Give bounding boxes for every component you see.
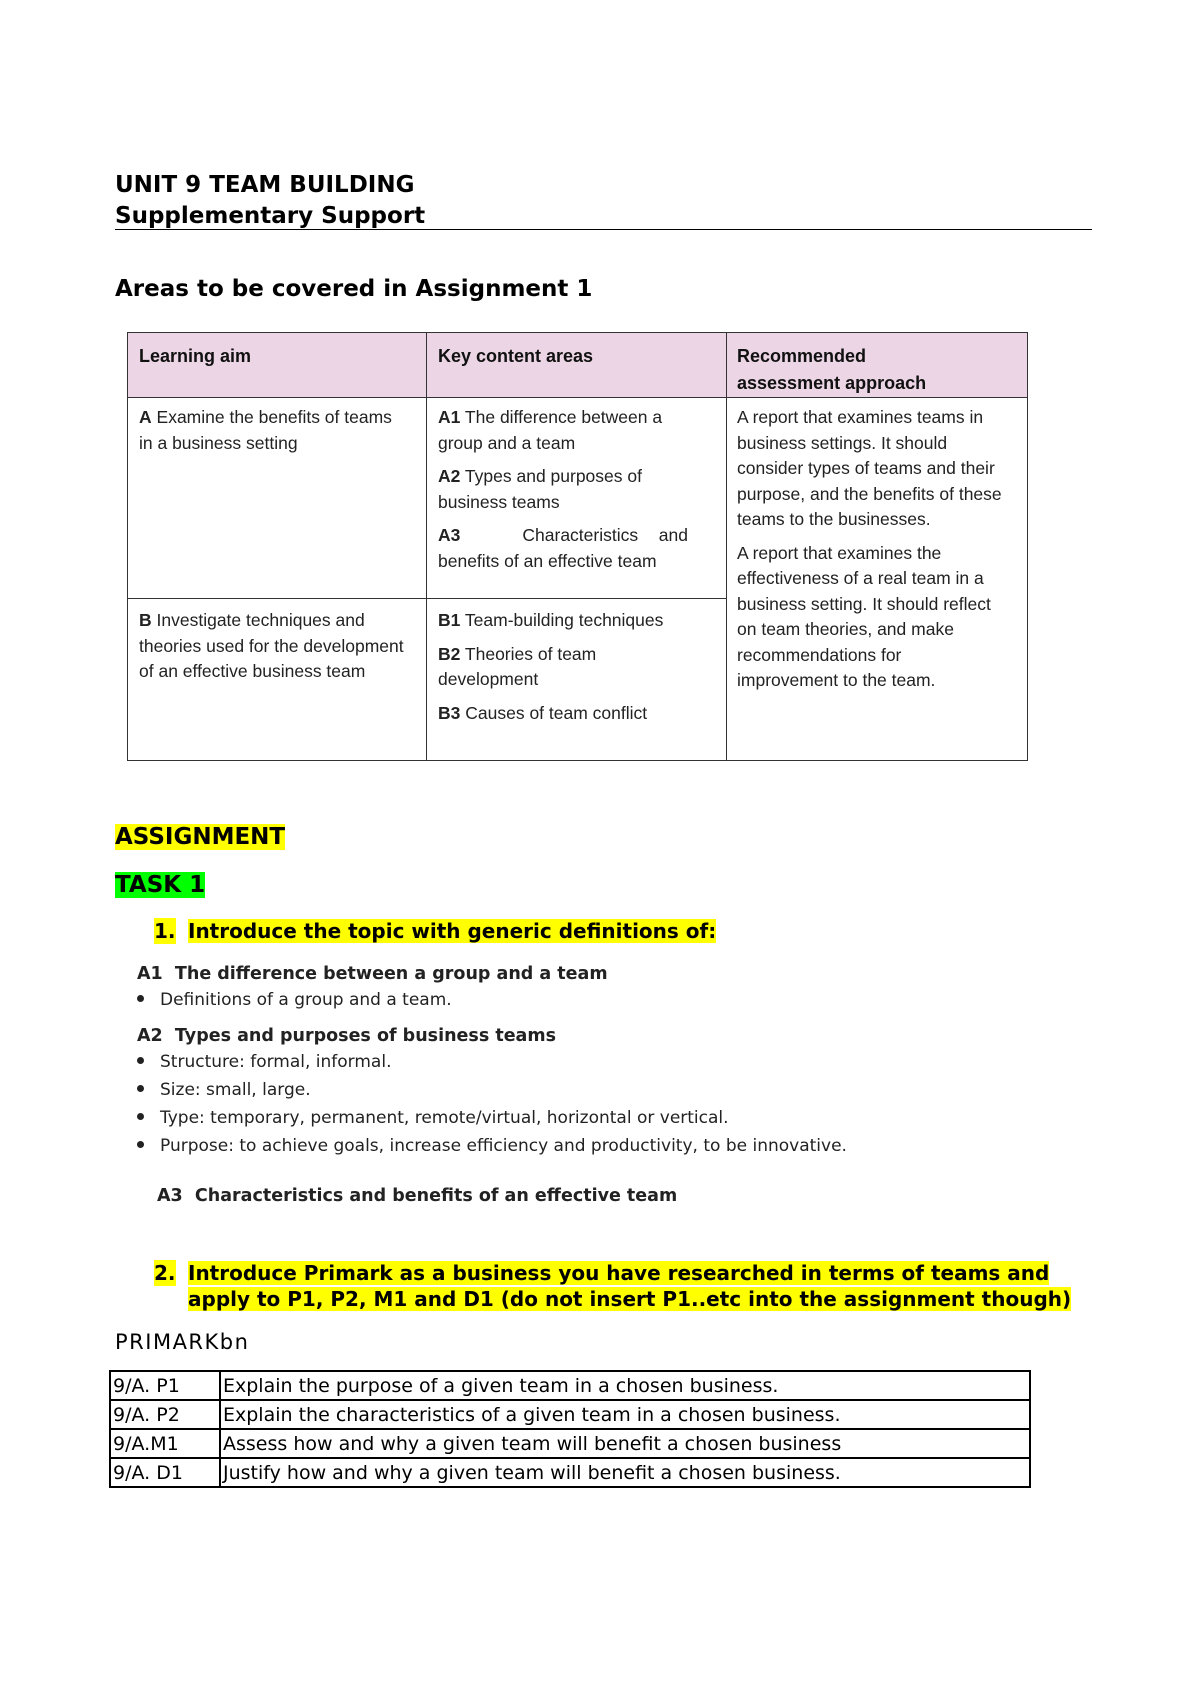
content-a2-heading bbox=[137, 1026, 847, 1046]
content-a3-code: A3 bbox=[438, 525, 461, 545]
table-row bbox=[110, 1429, 1030, 1458]
learning-aims-table bbox=[127, 332, 1028, 761]
criteria-description: Justify how and why a given team will benefit a chosen business. bbox=[220, 1458, 1030, 1487]
content-a1 bbox=[438, 405, 688, 456]
a3-code: A3 bbox=[157, 1186, 183, 1206]
header-assessment-approach: Recommended assessment approach bbox=[737, 346, 927, 393]
numbered-item-1 bbox=[154, 918, 716, 944]
table-row bbox=[110, 1458, 1030, 1487]
title-divider bbox=[115, 229, 1092, 230]
bullet-text: Purpose: to achieve goals, increase efficiency and productivity, to be innovative. bbox=[160, 1136, 847, 1156]
aim-b-cell bbox=[139, 608, 409, 704]
content-a2-text: Types and purposes of business teams bbox=[438, 466, 642, 512]
criteria-description: Assess how and why a given team will benefit a chosen business bbox=[220, 1429, 1030, 1458]
content-a1-heading bbox=[137, 964, 847, 984]
aim-b-code: B bbox=[139, 610, 152, 630]
content-a3 bbox=[438, 523, 688, 574]
a2-code: A2 bbox=[137, 1026, 163, 1046]
a3-title: Characteristics and benefits of an effective team bbox=[194, 1186, 678, 1206]
bullet-text: Size: small, large. bbox=[160, 1080, 311, 1100]
list-item bbox=[137, 1048, 847, 1076]
subtitle: Supplementary Support bbox=[115, 203, 426, 229]
criteria-code: 9/A. D1 bbox=[110, 1458, 220, 1487]
a2-title: Types and purposes of business teams bbox=[174, 1026, 557, 1046]
content-a2 bbox=[438, 464, 688, 515]
a1-code: A1 bbox=[137, 964, 163, 984]
header-learning-aim: Learning aim bbox=[139, 346, 252, 366]
bullet-text: Type: temporary, permanent, remote/virtual, horizontal or vertical. bbox=[160, 1108, 729, 1128]
content-b2 bbox=[438, 642, 688, 693]
column-divider bbox=[426, 333, 427, 760]
content-a-cell bbox=[438, 405, 688, 574]
content-a2-code: A2 bbox=[438, 466, 461, 486]
task-heading-text: TASK 1 bbox=[115, 872, 206, 898]
content-b-cell bbox=[438, 608, 688, 726]
criteria-code: 9/A. P2 bbox=[110, 1400, 220, 1429]
content-b2-code: B2 bbox=[438, 643, 461, 664]
header-key-content: Key content areas bbox=[438, 346, 594, 366]
content-a3-text: Characteristics and benefits of an effective team bbox=[438, 525, 688, 571]
content-b3-code: B3 bbox=[438, 702, 461, 723]
content-b1-text: Team-building techniques bbox=[464, 610, 664, 630]
aim-b-text: Investigate techniques and theories used for the development of an effective business team bbox=[139, 610, 404, 681]
criteria-description: Explain the characteristics of a given team in a chosen business. bbox=[220, 1400, 1030, 1429]
bullet-text: Definitions of a group and a team. bbox=[160, 990, 452, 1010]
list-item bbox=[137, 1104, 847, 1132]
content-b2-text: Theories of team development bbox=[438, 643, 597, 689]
document-title bbox=[115, 170, 425, 232]
column-divider bbox=[726, 333, 727, 760]
table-row bbox=[110, 1400, 1030, 1429]
row-divider bbox=[128, 598, 727, 599]
approach-b: A report that examines the effectiveness of a real team in a business setting. It should reflect on team theories, and make recommendations for improvement to the team. bbox=[737, 542, 991, 690]
criteria-table bbox=[109, 1370, 1031, 1488]
assignment-heading bbox=[115, 822, 285, 852]
item-1-text: Introduce the topic with generic definitions of: bbox=[188, 919, 717, 943]
list-item bbox=[137, 1076, 847, 1104]
content-b3 bbox=[438, 701, 688, 727]
table-row bbox=[110, 1371, 1030, 1400]
content-b1-code: B1 bbox=[438, 610, 461, 630]
approach-a: A report that examines teams in business settings. It should consider types of teams and their purpose, and the benefits of these teams to the businesses. bbox=[737, 407, 1002, 529]
bullet-icon bbox=[137, 1141, 144, 1148]
bullet-icon bbox=[137, 1085, 144, 1092]
aim-a-code: A bbox=[139, 407, 152, 427]
item-2-line-1: Introduce Primark as a business you have researched in terms of teams and bbox=[188, 1261, 1050, 1285]
item-2-line-2: apply to P1, P2, M1 and D1 (do not insert P1..etc into the assignment though) bbox=[188, 1287, 1072, 1311]
task-heading bbox=[115, 870, 205, 900]
bullet-icon bbox=[137, 1113, 144, 1120]
a1-title: The difference between a group and a team bbox=[174, 964, 608, 984]
content-b1 bbox=[438, 608, 688, 634]
approach-cell bbox=[737, 405, 1007, 694]
areas-heading: Areas to be covered in Assignment 1 bbox=[115, 276, 593, 302]
item-2-body bbox=[188, 1260, 1071, 1312]
bullet-icon bbox=[137, 1057, 144, 1064]
item-2-number: 2. bbox=[154, 1261, 176, 1285]
bullet-icon bbox=[137, 995, 144, 1002]
content-a1-text: The difference between a group and a team bbox=[438, 407, 663, 453]
criteria-description: Explain the purpose of a given team in a chosen business. bbox=[220, 1371, 1030, 1400]
primark-label: PRIMARKbn bbox=[115, 1330, 250, 1354]
bullet-text: Structure: formal, informal. bbox=[160, 1052, 392, 1072]
list-item bbox=[137, 1132, 847, 1160]
criteria-code: 9/A. P1 bbox=[110, 1371, 220, 1400]
criteria-code: 9/A.M1 bbox=[110, 1429, 220, 1458]
content-a3-heading bbox=[157, 1186, 847, 1206]
content-b3-text: Causes of team conflict bbox=[465, 702, 648, 723]
list-item bbox=[137, 986, 847, 1014]
assignment-heading-text: ASSIGNMENT bbox=[115, 824, 286, 850]
aim-a-text: Examine the benefits of teams in a business setting bbox=[139, 407, 392, 453]
item-1-number: 1. bbox=[154, 919, 176, 943]
content-list bbox=[137, 964, 847, 1206]
aim-a-cell bbox=[139, 405, 409, 456]
numbered-item-2 bbox=[154, 1260, 1071, 1312]
content-a1-code: A1 bbox=[438, 407, 461, 427]
unit-title: UNIT 9 TEAM BUILDING bbox=[115, 172, 415, 198]
